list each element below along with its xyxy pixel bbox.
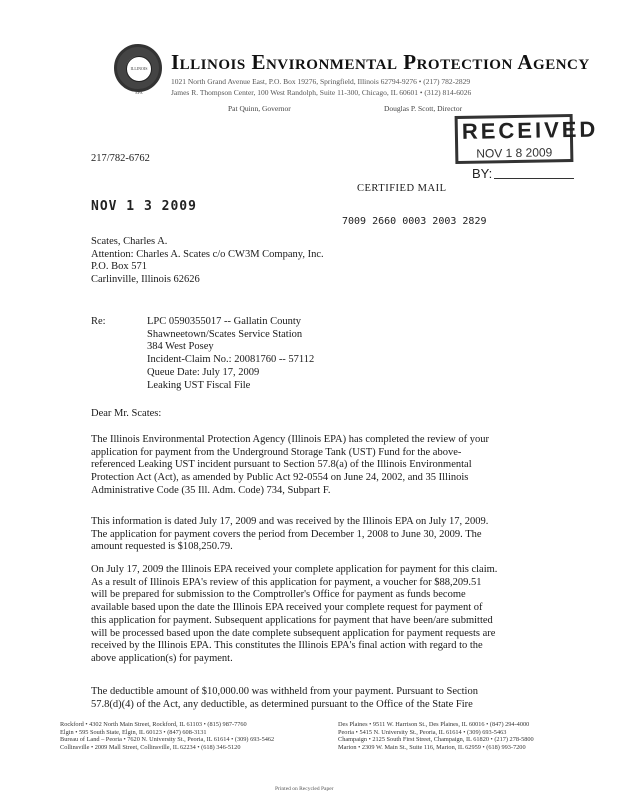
footer-office: Champaign • 2125 South First Street, Champaign, IL 61820 • (217) 278-5800 [338,736,534,744]
re-line: Leaking UST Fiscal File [147,379,251,391]
address-line-springfield: 1021 North Grand Avenue East, P.O. Box 19276, Springfield, Illinois 62794-9276 • (217) 782-2829 [171,77,471,86]
paragraph-line: 57.8(d)(4) of the Act, any deductible, as determined pursuant to the Office of the State Fire [91,698,473,710]
phone-number: 217/782-6762 [91,153,150,164]
illinois-epa-seal-icon [114,44,162,95]
footer-offices-right [338,721,534,752]
paragraph-line: The application for payment covers the period from December 1, 2008 to June 30, 2009. The [91,528,482,540]
paragraph-line: received by the Illinois EPA. This constitutes the Illinois EPA's final action with regard to the [91,640,483,652]
paragraph-line: this application for payment. Subsequent applications for payment that have been/are submitted [91,614,493,626]
date-stamp: NOV 1 3 2009 [91,199,197,214]
paragraph-information [91,516,551,554]
paragraph-line: will be processed based upon the date complete subsequent application for payment requests are [91,627,496,639]
recipient-line: P.O. Box 571 [91,261,148,273]
recipient-line: Carlinville, Illinois 62626 [91,274,200,286]
paragraph-line: Protection Act (Act), as amended by Public Act 92-0554 on June 24, 2002, and 35 Illinois [91,472,469,484]
re-block [147,316,547,392]
re-line: Queue Date: July 17, 2009 [147,366,260,378]
footer-office: Collinsville • 2009 Mall Street, Collinsville, IL 62234 • (618) 346-5120 [60,744,241,752]
footer-office: Elgin • 595 South State, Elgin, IL 60123 • (847) 608-3131 [60,728,207,736]
footer-office: Rockford • 4302 North Main Street, Rockford, IL 61103 • (815) 987-7760 [60,721,247,728]
paragraph-line: On July 17, 2009 the Illinois EPA received your complete application for payment for this claim. [91,564,498,575]
paragraph-line: The Illinois Environmental Protection Agency (Illinois EPA) has completed the review of your [91,434,489,445]
paragraph-review [91,434,551,498]
paragraph-line: This information is dated July 17, 2009 and was received by the Illinois EPA on July 17, 2009. [91,516,489,527]
footer-office: Marion • 2309 W. Main St., Suite 116, Marion, IL 62959 • (618) 993-7200 [338,744,526,752]
paragraph-line: application for payment from the Underground Storage Tank (UST) Fund for the above- [91,446,462,458]
re-line: Incident-Claim No.: 20081760 -- 57112 [147,354,315,366]
re-label: Re: [91,316,106,327]
recipient-line: Scates, Charles A. [91,236,168,247]
paragraph-line: Administrative Code (35 Ill. Adm. Code) 734, Subpart F. [91,484,331,496]
paragraph-line: will be prepared for submission to the Comptroller's Office for payment as funds become [91,589,466,601]
salutation: Dear Mr. Scates: [91,408,162,419]
paragraph-line: referenced Leaking UST incident pursuant to Section 57.8(a) of the Illinois Environmental [91,459,472,471]
received-stamp-date: NOV 1 8 2009 [476,145,553,161]
received-by-label: BY: [472,166,493,181]
paragraph-line: The deductible amount of $10,000.00 was withheld from your payment. Pursuant to Section [91,686,478,697]
paragraph-line: As a result of Illinois EPA's review of this application for payment, a voucher for $88,209.51 [91,576,482,588]
footer-office: Des Plaines • 9511 W. Harrison St., Des Plaines, IL 60016 • (847) 294-4000 [338,721,530,728]
received-stamp [455,114,599,164]
certified-mail-number: 7009 2660 0003 2003 2829 [342,216,487,227]
re-line: 384 West Posey [147,341,214,353]
paragraph-line: above application(s) for payment. [91,652,233,664]
recipient-address [91,236,551,287]
seal-text: ILLINOIS EPA [126,56,152,82]
director-name: Douglas P. Scott, Director [384,104,463,113]
recycled-paper-note: Printed on Recycled Paper [275,786,334,792]
received-stamp-word: RECEIVED [461,116,599,144]
certified-mail-label: CERTIFIED MAIL [357,183,447,194]
agency-name: Illinois Environmental Protection Agency [171,50,590,74]
re-line: LPC 0590355017 -- Gallatin County [147,316,301,327]
footer-offices-left [60,721,274,752]
footer-office: Bureau of Land – Peoria • 7620 N. University St., Peoria, IL 61614 • (309) 693-5462 [60,736,275,744]
paragraph-deductible [91,686,551,711]
address-line-chicago: James R. Thompson Center, 100 West Randolph, Suite 11-300, Chicago, IL 60601 • (312) 814-6026 [171,88,472,97]
paragraph-line: amount requested is $108,250.79. [91,541,233,553]
recipient-line: Attention: Charles A. Scates c/o CW3M Company, Inc. [91,248,324,260]
paragraph-voucher [91,564,551,666]
footer-office: Peoria • 5415 N. University St., Peoria, IL 61614 • (309) 693-5463 [338,728,507,736]
governor-name: Pat Quinn, Governor [228,104,291,113]
received-by-line [494,178,574,179]
re-line: Shawneetown/Scates Service Station [147,328,303,340]
paragraph-line: available based upon the date the Illinois EPA received your complete request for payment of [91,602,483,614]
